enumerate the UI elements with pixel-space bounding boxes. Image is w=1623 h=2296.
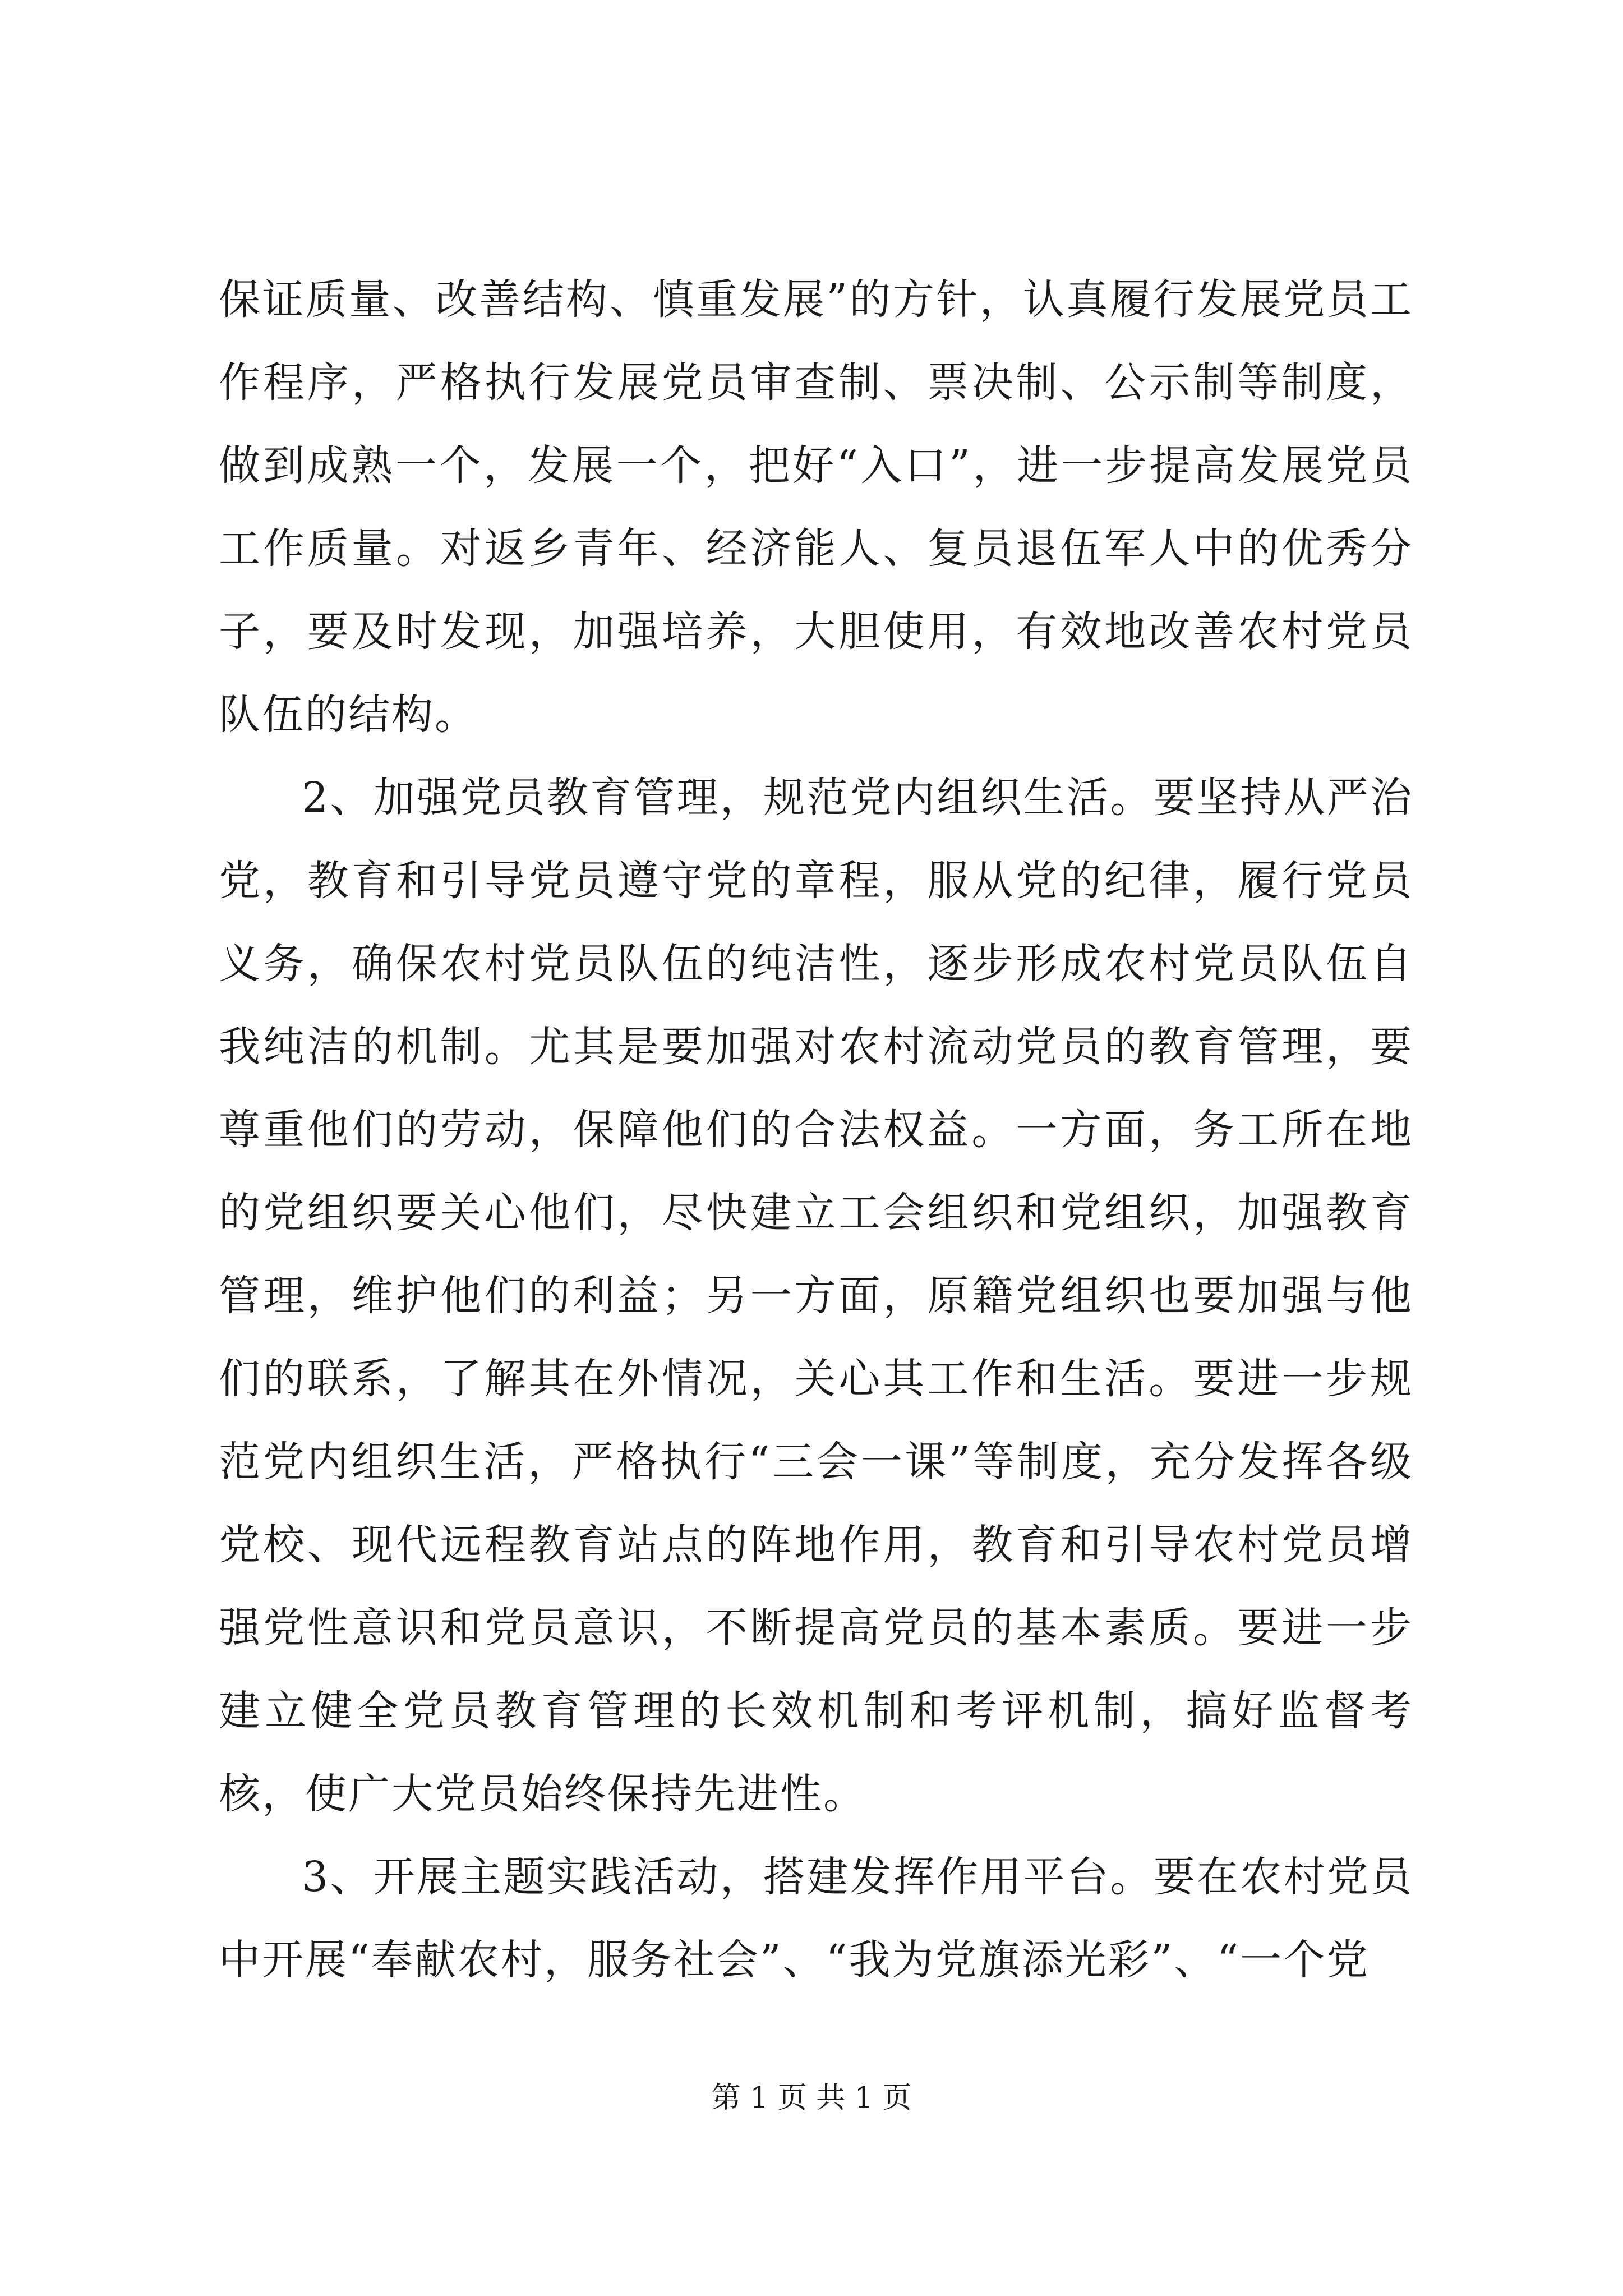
document-body <box>219 258 1413 2001</box>
paragraph-2: 2、加强党员教育管理，规范党内组织生活。要坚持从严治党，教育和引导党员遵守党的章程，服从党的纪律，履行党员义务，确保农村党员队伍的纯洁性，逐步形成农村党员队伍自我纯洁的机制。尤其是要加强对农村流动党员的教育管理，要尊重他们的劳动，保障他们的合法权益。一方面，务工所在地的党组织要关心他们，尽快建立工会组织和党组织，加强教育管理，维护他们的利益；另一方面，原籍党组织也要加强与他们的联系，了解其在外情况，关心其工作和生活。要进一步规范党内组织生活，严格执行“三会一课”等制度，充分发挥各级党校、现代远程教育站点的阵地作用，教育和引导农村党员增强党性意识和党员意识，不断提高党员的基本素质。要进一步建立健全党员教育管理的长效机制和考评机制，搞好监督考核，使广大党员始终保持先进性。 <box>219 774 1413 1818</box>
paragraph-1: 保证质量、改善结构、慎重发展”的方针，认真履行发展党员工作程序，严格执行发展党员审查制、票决制、公示制等制度，做到成熟一个，发展一个，把好“入口”，进一步提高发展党员工作质量。对返乡青年、经济能人、复员退伍军人中的优秀分子，要及时发现，加强培养，大胆使用，有效地改善农村党员队伍的结构。 <box>219 275 1413 739</box>
page-number-footer: 第 1 页 共 1 页 <box>711 2081 912 2115</box>
paragraph-3: 3、开展主题实践活动，搭建发挥作用平台。要在农村党员中开展“奉献农村，服务社会”、“我为党旗添光彩”、“一个党 <box>219 1853 1413 1984</box>
